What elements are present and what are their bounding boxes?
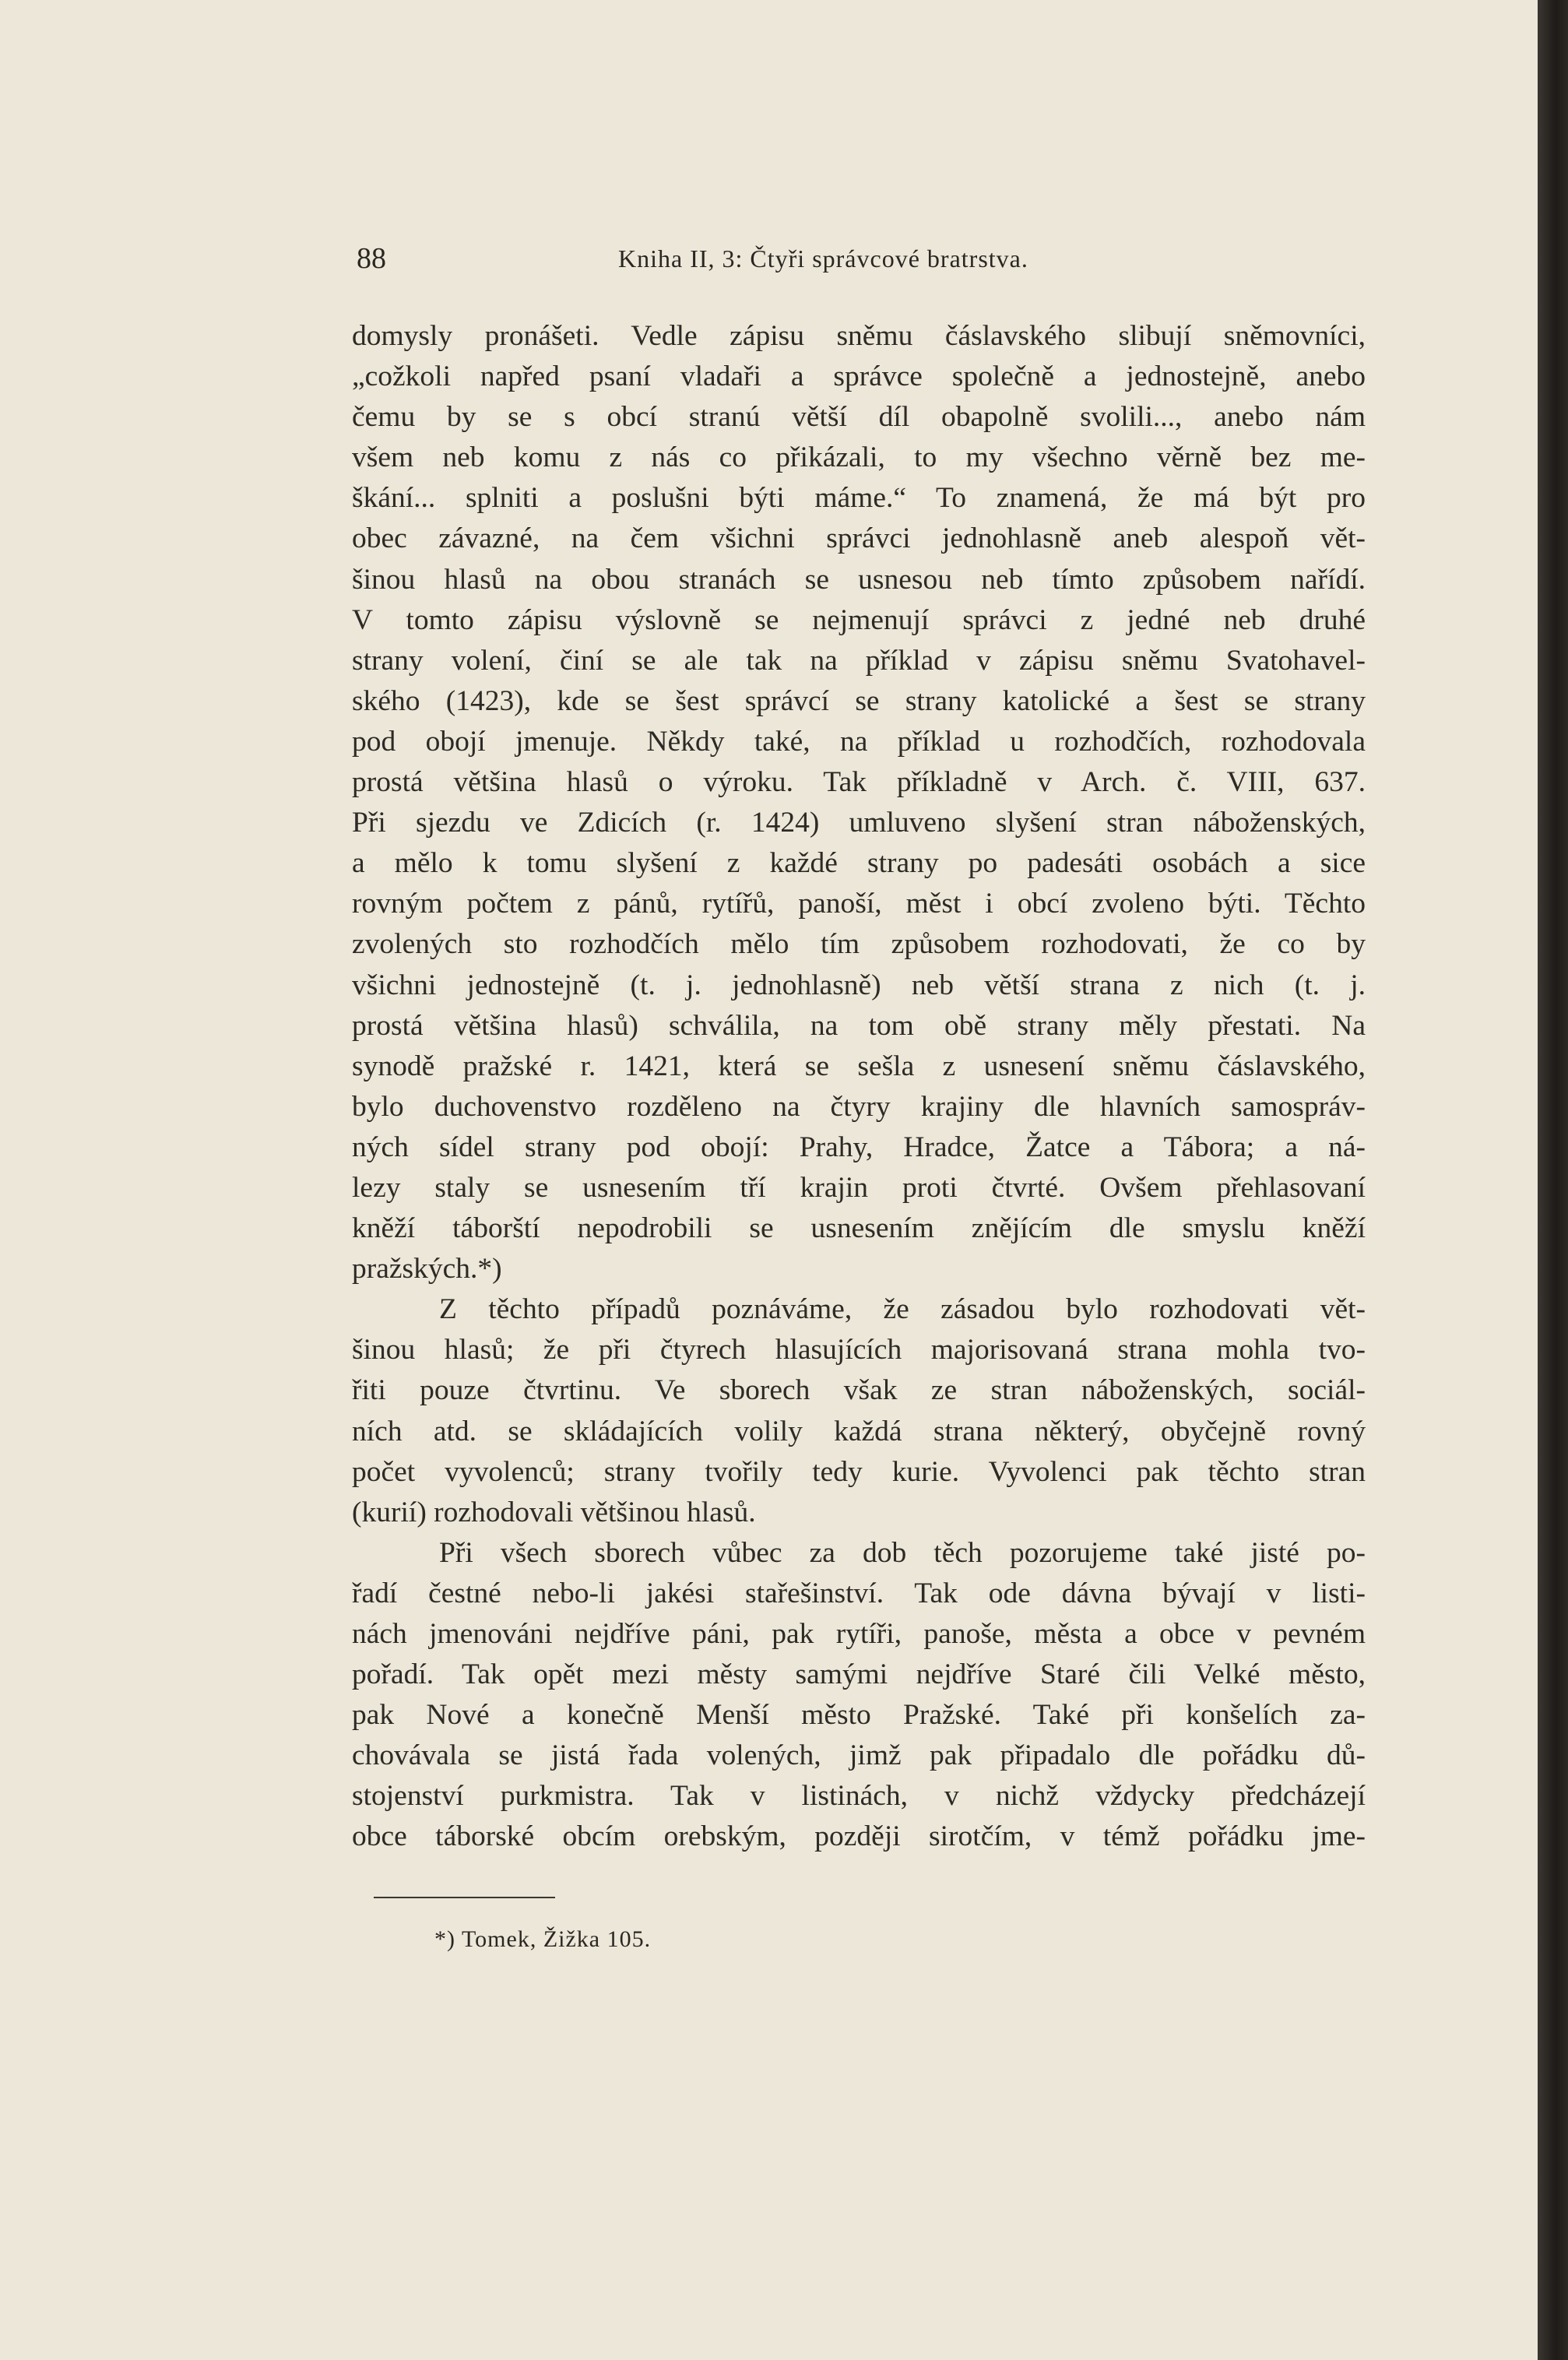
footnote-divider (374, 1897, 555, 1898)
text-line: Při sjezdu ve Zdicích (r. 1424) umluveno slyšení stran náboženských, (352, 807, 1366, 839)
text-line: všem neb komu z nás co přikázali, to my všechno věrně bez me- (352, 441, 1366, 474)
text-line: ných sídel strany pod obojí: Prahy, Hradce, Žatce a Tábora; a ná- (352, 1131, 1366, 1163)
text-line: bylo duchovenstvo rozděleno na čtyry krajiny dle hlavních samospráv- (352, 1090, 1366, 1123)
text-line: šinou hlasů na obou stranách se usnesou neb tímto způsobem nařídí. (352, 563, 1366, 596)
text-line: obec závazné, na čem všichni správci jednohlasně aneb alespoň vět- (352, 522, 1366, 555)
text-line: „cožkoli napřed psaní vladaři a správce společně a jednostejně, anebo (352, 361, 1366, 393)
text-line: Z těchto případů poznáváme, že zásadou bylo rozhodovati vět- (439, 1293, 1366, 1326)
text-line: a mělo k tomu slyšení z každé strany po padesáti osobách a sice (352, 847, 1366, 880)
text-line: řadí čestné nebo-li jakési stařešinství. Tak ode dávna bývají v listi- (352, 1577, 1366, 1609)
text-line: (kurií) rozhodovali většinou hlasů. (352, 1496, 756, 1528)
running-title: Kniha II, 3: Čtyři správcové bratrstva. (618, 244, 1028, 273)
page-number: 88 (357, 242, 386, 275)
text-line: škání... splniti a poslušni býti máme.“ To znamená, že má být pro (352, 482, 1366, 515)
body-text (352, 316, 1366, 1858)
text-line: pořadí. Tak opět mezi městy samými nejdříve Staré čili Velké město, (352, 1658, 1366, 1691)
text-line: zvolených sto rozhodčích mělo tím způsobem rozhodovati, že co by (352, 928, 1366, 961)
text-line: řiti pouze čtvrtinu. Ve sborech však ze stran náboženských, sociál- (352, 1374, 1366, 1407)
text-line: lezy staly se usnesením tří krajin proti čtvrté. Ovšem přehlasovaní (352, 1171, 1366, 1204)
text-line: pražských.*) (352, 1253, 502, 1286)
text-line: domysly pronášeti. Vedle zápisu sněmu čáslavského slibují sněmovníci, (352, 320, 1366, 352)
book-edge (1538, 0, 1568, 2360)
text-line: nách jmenováni nejdříve páni, pak rytíři, panoše, města a obce v pevném (352, 1618, 1366, 1650)
text-line: ních atd. se skládajících volily každá strana některý, obyčejně rovný (352, 1415, 1366, 1447)
text-line: strany volení, činí se ale tak na příklad v zápisu sněmu Svatohavel- (352, 644, 1366, 677)
text-line: kněží táborští nepodrobili se usnesením znějícím dle smyslu kněží (352, 1212, 1366, 1245)
text-line: pak Nové a konečně Menší město Pražské. Také při konšelích za- (352, 1699, 1366, 1732)
footnote: *) Tomek, Žižka 105. (434, 1926, 652, 1952)
text-line: stojenství purkmistra. Tak v listinách, v nichž vždycky předcházejí (352, 1780, 1366, 1813)
text-line: šinou hlasů; že při čtyrech hlasujících majorisovaná strana mohla tvo- (352, 1334, 1366, 1366)
text-line: pod obojí jmenuje. Někdy také, na příklad u rozhodčích, rozhodovala (352, 725, 1366, 758)
page-header (357, 241, 1366, 280)
text-line: rovným počtem z pánů, rytířů, panoší, měst i obcí zvoleno býti. Těchto (352, 888, 1366, 920)
text-line: Při všech sborech vůbec za dob těch pozorujeme také jisté po- (439, 1536, 1366, 1569)
text-line: všichni jednostejně (t. j. jednohlasně) neb větší strana z nich (t. j. (352, 969, 1366, 1001)
text-line: prostá většina hlasů o výroku. Tak příkladně v Arch. č. VIII, 637. (352, 766, 1366, 799)
text-line: prostá většina hlasů) schválila, na tom obě strany měly přestati. Na (352, 1009, 1366, 1042)
text-line: obce táborské obcím orebským, později sirotčím, v témž pořádku jme- (352, 1820, 1366, 1853)
text-line: synodě pražské r. 1421, která se sešla z usnesení sněmu čáslavského, (352, 1050, 1366, 1082)
text-line: V tomto zápisu výslovně se nejmenují správci z jedné neb druhé (352, 603, 1366, 636)
text-line: čemu by se s obcí stranú větší díl obapolně svolili..., anebo nám (352, 401, 1366, 434)
text-line: chovávala se jistá řada volených, jimž pak připadalo dle pořádku dů- (352, 1739, 1366, 1772)
text-line: počet vyvolenců; strany tvořily tedy kurie. Vyvolenci pak těchto stran (352, 1455, 1366, 1488)
text-line: ského (1423), kde se šest správcí se strany katolické a šest se strany (352, 684, 1366, 717)
